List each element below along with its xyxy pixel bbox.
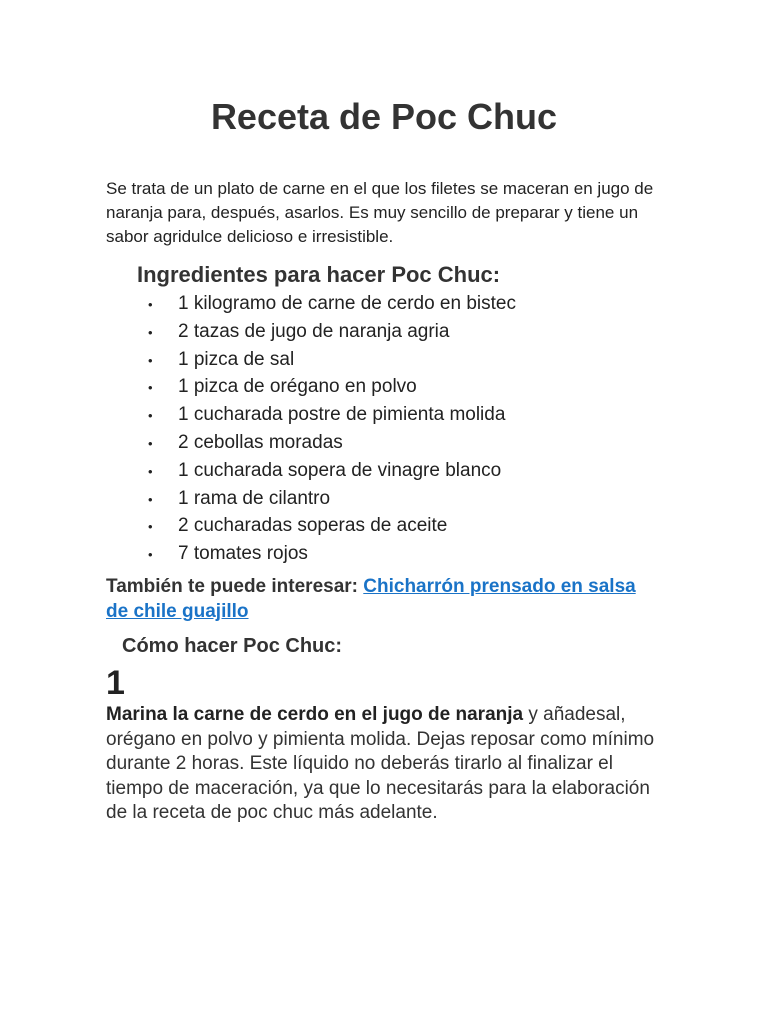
bullet-icon: • xyxy=(148,463,153,479)
ingredient-item xyxy=(144,373,516,401)
intro-paragraph: Se trata de un plato de carne en el que los filetes se maceran en jugo de naranja para, después, asarlos. Es muy sencillo de preparar y tiene un sabor agridulce delicioso e irresistible. xyxy=(106,179,654,246)
step-number: 1 xyxy=(106,664,125,702)
bullet-icon: • xyxy=(148,324,153,340)
ingredient-text: 1 cucharada sopera de vinagre blanco xyxy=(178,459,502,481)
ingredient-text: 1 rama de cilantro xyxy=(178,487,331,509)
page-title: Receta de Poc Chuc xyxy=(210,96,558,137)
bullet-icon: • xyxy=(148,297,153,312)
bullet-icon: • xyxy=(148,408,153,424)
ingredient-text: 1 kilogramo de carne de cerdo en bistec xyxy=(178,293,516,314)
ingredient-item xyxy=(144,512,516,540)
ingredient-item xyxy=(144,318,516,346)
ingredient-text: 2 cebollas moradas xyxy=(178,431,343,453)
bullet-icon: • xyxy=(148,547,153,563)
ingredient-item xyxy=(144,429,516,457)
bullet-icon: • xyxy=(148,435,153,451)
step-body-text: y añadesal, orégano en polvo y pimienta molida. Dejas reposar como mínimo durante 2 horas. Este líquido no deberás tirarlo al finalizar el tiempo de maceración, ya que lo necesitarás para la elaboración de la receta de poc chuc más adelante. xyxy=(106,704,655,823)
ingredient-item xyxy=(144,540,516,568)
bullet-icon: • xyxy=(148,519,153,535)
bullet-icon: • xyxy=(148,491,153,507)
ingredient-item xyxy=(144,485,516,513)
ingredient-item xyxy=(144,457,516,485)
ingredient-text: 2 tazas de jugo de naranja agria xyxy=(178,320,450,342)
related-recipe-link[interactable]: Chicharrón prensado en salsa de chile guajillo xyxy=(106,576,636,622)
bullet-icon: • xyxy=(148,380,153,396)
ingredient-text: 1 pizca de orégano en polvo xyxy=(178,376,417,398)
step-bold-text: Marina la carne de cerdo en el jugo de naranja xyxy=(106,704,524,725)
ingredient-text: 1 cucharada postre de pimienta molida xyxy=(178,404,506,426)
ingredient-text: 1 pizca de sal xyxy=(178,348,295,370)
ingredients-list xyxy=(144,290,516,568)
ingredients-heading: Ingredientes para hacer Poc Chuc: xyxy=(137,262,501,287)
step-text xyxy=(106,703,666,826)
ingredient-item xyxy=(144,290,516,318)
related-label: También te puede interesar: xyxy=(106,576,358,597)
bullet-icon: • xyxy=(148,352,153,368)
ingredient-item xyxy=(144,401,516,429)
howto-heading: Cómo hacer Poc Chuc: xyxy=(122,635,343,657)
ingredient-text: 2 cucharadas soperas de aceite xyxy=(178,515,448,537)
ingredient-item xyxy=(144,346,516,374)
related-recipe xyxy=(106,574,646,624)
ingredient-text: 7 tomates rojos xyxy=(178,543,308,565)
